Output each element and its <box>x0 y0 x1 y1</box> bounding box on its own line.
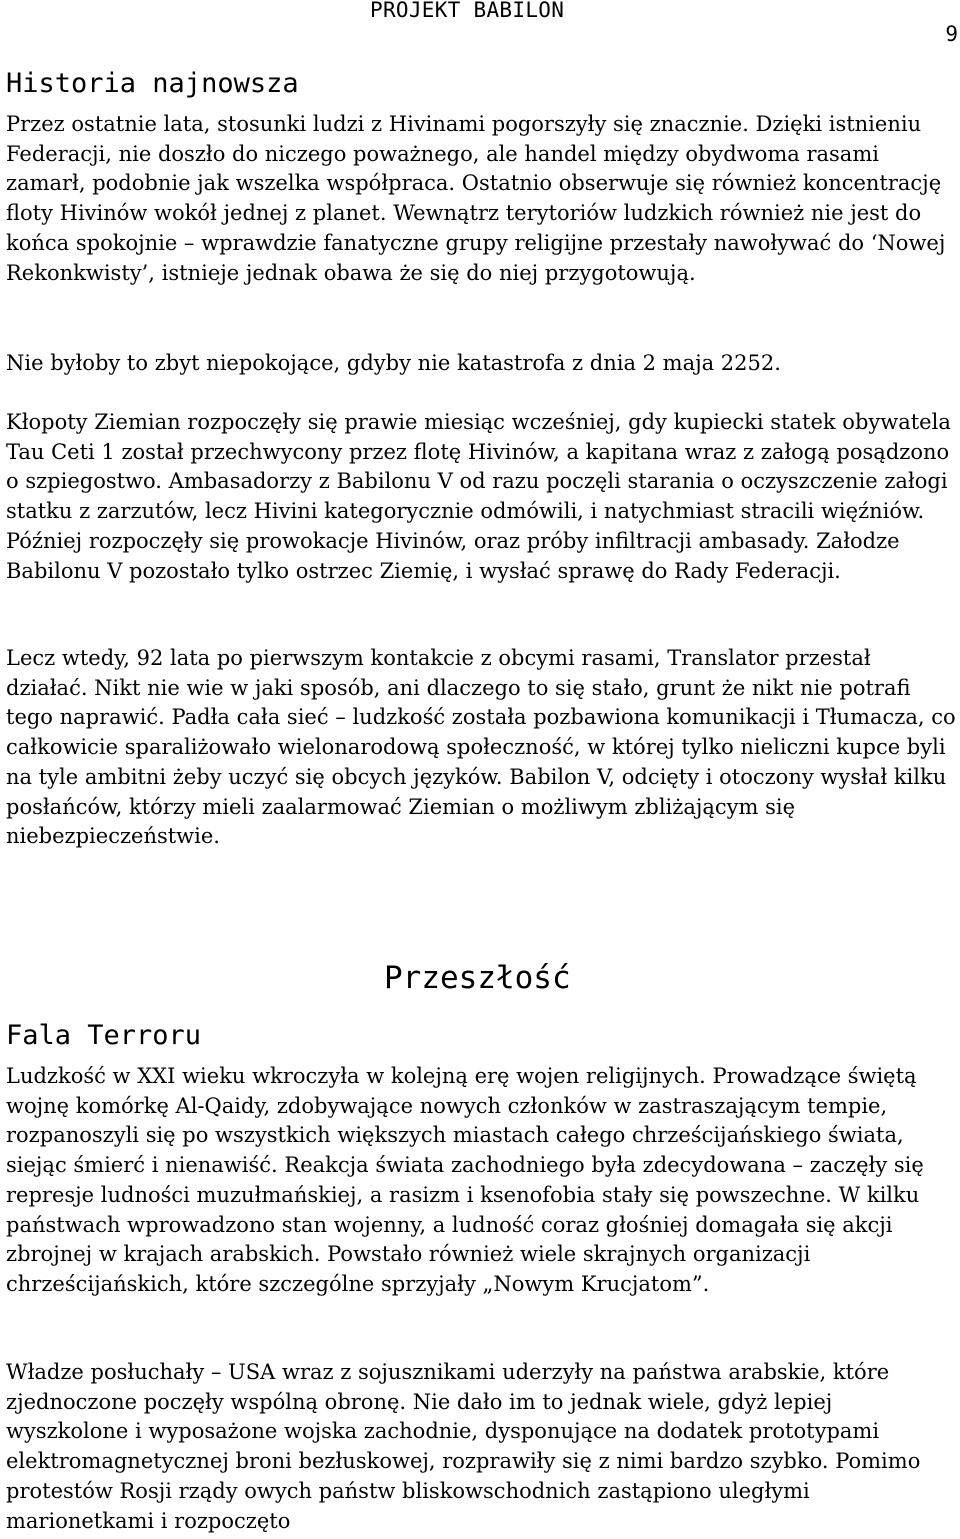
paragraph-terror-1: Ludzkość w XXI wieku wkroczyła w kolejną erę wojen religijnych. Prowadzące świętą wojnę komórkę Al-Qaidy, zdobywające nowych członków w zastraszającym tempie, rozpanoszyli się po wszystkich większych miastach całego chrześcijańskiego świata, siejąc śmierć i nienawiść. Reakcja świata zachodniego była zdecydowana – zaczęły się represje ludności muzułmańskiej, a rasizm i ksenofobia stały się powszechne. W kilku państwach wprowadzono stan wojenny, a ludność coraz głośniej domagała się akcji zbrojnej w krajach arabskich. Powstało również wiele skrajnych organizacji chrześcijańskich, które szczególne sprzyjały „Nowym Krucjatom”. <box>6 1064 924 1296</box>
paragraph-recent-1: Przez ostatnie lata, stosunki ludzi z Hivinami pogorszyły się znacznie. Dzięki istnieniu Federacji, nie doszło do niczego poważnego, ale handel między obydwoma rasami zamarł, podobnie jak wszelka współpraca. Ostatnio obserwuje się również koncentrację floty Hivinów wokół jednej z planet. Wewnątrz terytoriów ludzkich również nie jest do końca spokojnie – wprawdzie fanatyczne grupy religijne przestały nawoływać do ‘Nowej Rekonkwisty’, istnieje jednak obawa że się do niej przygotowują. <box>6 112 946 285</box>
running-header: PROJEKT BABILON <box>370 0 565 22</box>
page-number: 9 <box>945 22 958 46</box>
section-heading-recent-history: Historia najnowsza <box>6 68 299 99</box>
paragraph-recent-4: Lecz wtedy, 92 lata po pierwszym kontakcie z obcymi rasami, Translator przestał działać. Nikt nie wie w jaki sposób, ani dlaczego to się stało, grunt że nikt nie potrafi tego naprawić. Padła cała sieć – ludzkość została pozbawiona komunikacji i Tłumacza, co całkowicie sparaliżowało wielonarodową społeczność, w której tylko nieliczni kupce byli na tyle ambitni żeby uczyć się obcych języków. Babilon V, odcięty i otoczony wysłał kilku posłańców, którzy mieli zaalarmować Ziemian o możliwym zbliżającym się niebezpieczeństwie. <box>6 646 956 849</box>
paragraph-recent-2: Nie byłoby to zbyt niepokojące, gdyby nie katastrofa z dnia 2 maja 2252. <box>6 351 781 375</box>
paragraph-terror-2: Władze posłuchały – USA wraz z sojusznikami uderzyły na państwa arabskie, które zjednoczone poczęły wspólną obronę. Nie dało im to jednak wiele, gdyż lepiej wyszkolone i wyposażone wojska zachodnie, dysponujące na dodatek prototypami elektromagnetycznej broni bezłuskowej, rozprawiły się z nimi bardzo szybko. Pomimo protestów Rosji rządy owych państw bliskowschodnich zastąpiono uległymi marionetkami i rozpoczęto <box>6 1360 921 1533</box>
chapter-title: Przeszłość <box>384 960 571 996</box>
section-heading-wave-of-terror: Fala Terroru <box>6 1020 202 1051</box>
paragraph-recent-3: Kłopoty Ziemian rozpoczęły się prawie miesiąc wcześniej, gdy kupiecki statek obywatela Tau Ceti 1 został przechwycony przez flotę Hivinów, a kapitana wraz z załogą posądzono o szpiegostwo. Ambasadorzy z Babilonu V od razu poczęli starania o oczyszczenie załogi statku z zarzutów, lecz Hivini kategorycznie odmówili, i natychmiast stracili więźniów. Później rozpoczęły się prowokacje Hivinów, oraz próby infiltracji ambasady. Załodze Babilonu V pozostało tylko ostrzec Ziemię, i wysłać sprawę do Rady Federacji. <box>6 410 951 583</box>
